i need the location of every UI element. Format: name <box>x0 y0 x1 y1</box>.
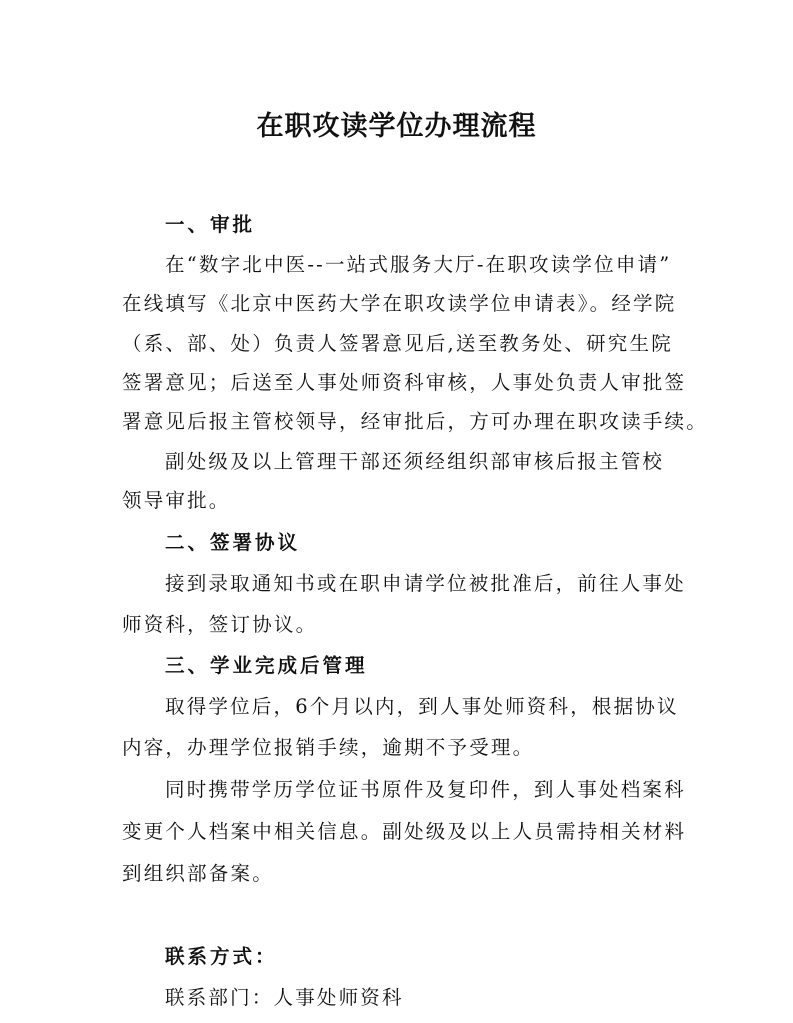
section-heading-agreement: 二、签署协议 <box>165 531 301 554</box>
paragraph-line: 同时携带学历学位证书原件及复印件，到人事处档案科 <box>165 778 686 801</box>
contact-department: 联系部门：人事处师资科 <box>165 986 404 1009</box>
paragraph-line: （系、部、处）负责人签署意见后,送至教务处、研究生院 <box>122 332 673 355</box>
paragraph-line: 副处级及以上管理干部还须经组织部审核后报主管校 <box>165 450 665 473</box>
paragraph-line: 在线填写《北京中医药大学在职攻读学位申请表》。经学院 <box>122 292 677 315</box>
paragraph-line: 师资科，签订协议。 <box>122 613 318 636</box>
paragraph-line: 内容，办理学位报销手续，逾期不予受理。 <box>122 736 535 759</box>
contact-heading: 联系方式： <box>165 945 278 968</box>
paragraph-line: 领导审批。 <box>122 489 231 512</box>
paragraph-line: 到组织部备案。 <box>122 862 274 885</box>
paragraph-line: 署意见后报主管校领导，经审批后，方可办理在职攻读手续。 <box>122 410 708 433</box>
paragraph-line: 变更个人档案中相关信息。副处级及以上人员需持相关材料 <box>122 820 687 843</box>
section-heading-approval: 一、审批 <box>165 213 256 236</box>
paragraph-line: 接到录取通知书或在职申请学位被批准后，前往人事处 <box>165 572 686 595</box>
paragraph-line: 签署意见；后送至人事处师资科审核，人事处负责人审批签 <box>122 371 687 394</box>
section-heading-post-study: 三、学业完成后管理 <box>165 654 368 677</box>
document-title: 在职攻读学位办理流程 <box>256 111 537 142</box>
paragraph-line: 取得学位后，6个月以内，到人事处师资科，根据协议 <box>165 695 679 718</box>
paragraph-line: 在“数字北中医--一站式服务大厅-在职攻读学位申请” <box>165 253 672 276</box>
